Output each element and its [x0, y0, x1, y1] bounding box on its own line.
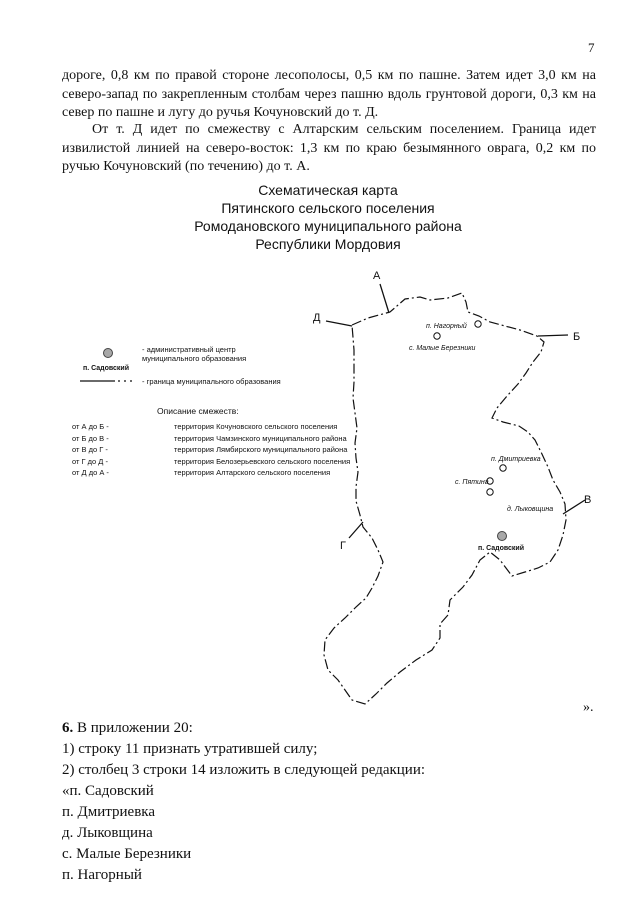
section-line: «п. Садовский: [62, 783, 154, 799]
legend-center-label: - административный центр муниципального образования: [142, 345, 247, 363]
adjacency-range: от А до Б -: [72, 422, 109, 431]
settlement-label-malye-berezniki: с. Малые Березники: [409, 345, 476, 352]
adjacency-title: Описание смежеств:: [157, 406, 239, 416]
settlement-label-pyatina: с. Пятина: [455, 479, 489, 486]
adjacency-range: от Б до В -: [72, 433, 109, 443]
map-title-line-1: Схематическая карта: [258, 182, 398, 198]
leader-a: [380, 284, 389, 313]
adjacency-territory: территория Белозерьевского сельского поселения: [174, 456, 351, 466]
point-label-d: Д: [313, 312, 321, 324]
leader-d: [326, 321, 352, 326]
paragraph-1: дороге, 0,8 км по правой стороне лесополосы, 0,5 км по пашне. Затем идет 3,0 км на северо-запад по закрепленным столбам через пашню вдоль грунтовой дороги, 0,3 км на север по пашне и лугу до ручья Кочуновский до т. Д.: [62, 68, 596, 120]
settlement-label-dmitrievka: п. Дмитриевка: [491, 456, 541, 463]
section-line: с. Малые Березники: [62, 846, 192, 862]
section-heading: [62, 718, 425, 739]
paragraph-2: От т. Д идет по смежеству с Алтарским сельским поселением. Граница идет извилистой линией на северо-восток: 1,3 км по краю безымянного оврага, 0,2 км по ручью Кочуновский (по течению) до т. А.: [62, 122, 596, 174]
point-label-v: В: [584, 494, 592, 506]
adjacency-item: [72, 433, 350, 445]
section-line: п. Дмитриевка: [62, 804, 156, 820]
settlement-marker-sadovsky: [498, 532, 507, 541]
point-label-b: Б: [573, 331, 581, 343]
adjacency-territory: территория Чамзинского муниципального района: [174, 433, 347, 443]
map-title-line-3: Ромодановского муниципального района: [194, 218, 462, 234]
settlement-marker-nagorny: [475, 321, 481, 327]
adjacency-territory: территория Лямбирского муниципального района: [174, 445, 348, 455]
boundary-line: [324, 293, 566, 704]
section-intro: В приложении 20:: [77, 720, 193, 736]
adjacency-item: [72, 444, 350, 456]
legend-boundary-label: - граница муниципального образования: [142, 377, 281, 386]
adjacency-item: [72, 456, 350, 468]
map-title-line-4: Республики Мордовия: [255, 236, 401, 252]
section-line: 2) столбец 3 строки 14 изложить в следующей редакции:: [62, 762, 426, 778]
closing-quote: ».: [583, 700, 594, 715]
point-label-g: Г: [340, 540, 346, 552]
adjacency-territory: территория Алтарского сельского поселения: [174, 468, 331, 478]
adjacency-list: [72, 421, 350, 479]
section-line: д. Лыковщина: [62, 825, 153, 841]
adjacency-item: [72, 467, 350, 479]
section-6: [62, 718, 425, 886]
legend-center-marker: [104, 349, 113, 358]
section-line: 1) строку 11 признать утратившей силу;: [62, 741, 318, 757]
settlement-marker-lykovshchina: [487, 489, 493, 495]
map-title-line-2: Пятинского сельского поселения: [221, 200, 435, 216]
legend-center-sample-label: п. Садовский: [83, 365, 130, 372]
settlement-marker-dmitrievka: [500, 465, 506, 471]
adjacency-territory: территория Кочуновского сельского поселения: [174, 422, 338, 431]
point-label-a: А: [373, 270, 381, 282]
page-number: 7: [588, 40, 595, 55]
leader-v: [563, 500, 585, 514]
section-number: 6.: [62, 720, 74, 736]
settlement-marker-malye-berezniki: [434, 333, 440, 339]
settlement-label-lykovshchina: д. Лыковщина: [507, 506, 554, 513]
adjacency-range: от Д до А -: [72, 468, 109, 478]
leader-b: [538, 335, 568, 336]
settlement-label-sadovsky: п. Садовский: [478, 545, 525, 552]
settlement-label-nagorny: п. Нагорный: [426, 323, 467, 330]
section-line: п. Нагорный: [62, 867, 142, 883]
leader-g: [349, 522, 363, 538]
adjacency-item: [72, 421, 350, 433]
adjacency-range: от Г до Д -: [72, 456, 108, 466]
adjacency-range: от В до Г -: [72, 445, 108, 455]
